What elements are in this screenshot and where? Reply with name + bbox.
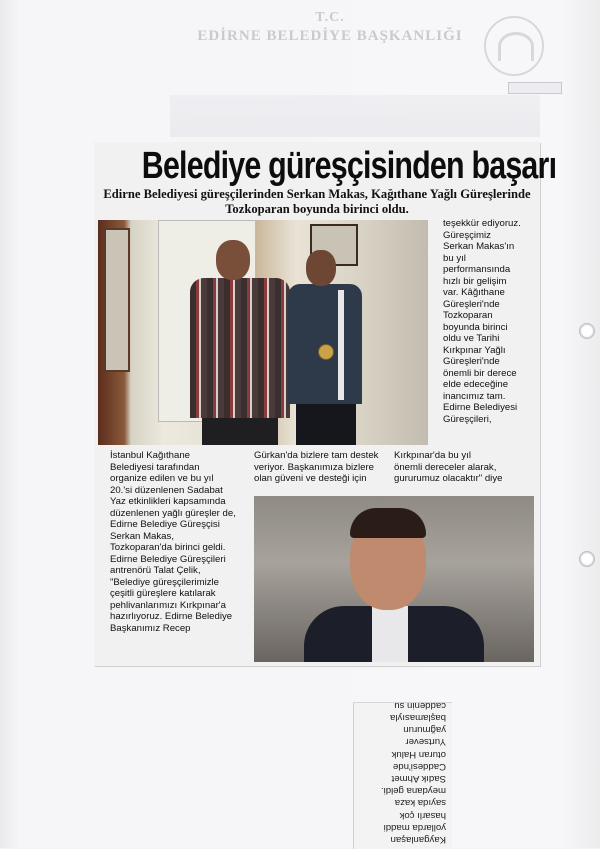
- wrestler-head: [306, 250, 336, 286]
- letterhead: [180, 10, 480, 45]
- article-column-left: [110, 450, 250, 634]
- letterhead-line2: EDİRNE BELEDİYE BAŞKANLIĞI: [197, 28, 463, 44]
- faint-background-band: [170, 95, 540, 137]
- column-middle-text: Gürkan'da bizlere tam destek veriyor. Başkanımıza bizlere olan güveni ve desteği için: [254, 450, 379, 484]
- upside-down-clipping-text: Kayganlaşan yollarda maddi hasarlı çok sayıda kaza meydana geldi. Sadık Ahmet Caddesi'nde oturan Haluk Yurtsever yağmurun başlamasıyla caddenin su: [380, 699, 446, 845]
- portrait-shirt: [372, 606, 408, 662]
- upside-down-clipping: [353, 699, 452, 849]
- wrestler-jacket-stripe: [338, 290, 344, 400]
- column-left-text: İstanbul Kağıthane Belediyesi tarafından organize edilen ve bu yıl 20.'si düzenlenen Sadabat Yaz etkinlikleri kapsamında düzenlenen yağlı güreşler de, Edirne Belediye Güreşçisi Serkan Makas, Tozkoparan'da birinci geldi. Edirne Belediye Güreşçileri antrenörü Talat Çelik, "Belediye güreşçilerimizle çeşitli güreşlere katılarak pehlivanlarımızı Kırkpınar'a hazırlıyoruz. Edirne Belediye Başkanımız Recep: [110, 450, 236, 634]
- subheadline: Edirne Belediyesi güreşçilerinden Serkan Makas, Kağıthane Yağlı Güreşlerinde Tozkoparan boyunda birinci oldu.: [103, 187, 531, 216]
- column-right-text: teşekkür ediyoruz. Güreşçimiz Serkan Makas'ın bu yıl performansında hızlı bir gelişim var. Kâğıthane Güreşleri'nde Tozkoparan boyunda birinci oldu ve Tarihi Kırkpınar Yağlı Güreşleri'nde önemli bir derece elde edeceğine inancımız tam. Edirne Belediyesi Güreşçileri,: [443, 218, 521, 425]
- article-column-middle-right: [394, 450, 534, 485]
- mayor-portrait-photo: [254, 496, 534, 662]
- headline: Belediye güreşçisinden başarı: [141, 145, 557, 187]
- notice-board: [104, 228, 130, 372]
- newspaper-clipping: [94, 142, 557, 666]
- medal: [318, 344, 334, 360]
- municipality-logo: [484, 16, 544, 76]
- coach-body: [190, 278, 290, 418]
- wrestler-legs: [296, 400, 356, 445]
- letterhead-line1: T.C.: [315, 10, 345, 25]
- portrait-hair: [350, 508, 426, 538]
- article-column-middle: [254, 450, 394, 485]
- wrestlers-photo: [98, 220, 428, 445]
- coach-head: [216, 240, 250, 280]
- article-column-right: [443, 218, 537, 425]
- punch-hole-top: [579, 323, 595, 339]
- column-middle-right-text: Kırkpınar'da bu yıl önemli dereceler alarak, gururumuz olacaktır" diye: [394, 450, 503, 484]
- punch-hole-bottom: [579, 551, 595, 567]
- date-stamp: [508, 82, 562, 94]
